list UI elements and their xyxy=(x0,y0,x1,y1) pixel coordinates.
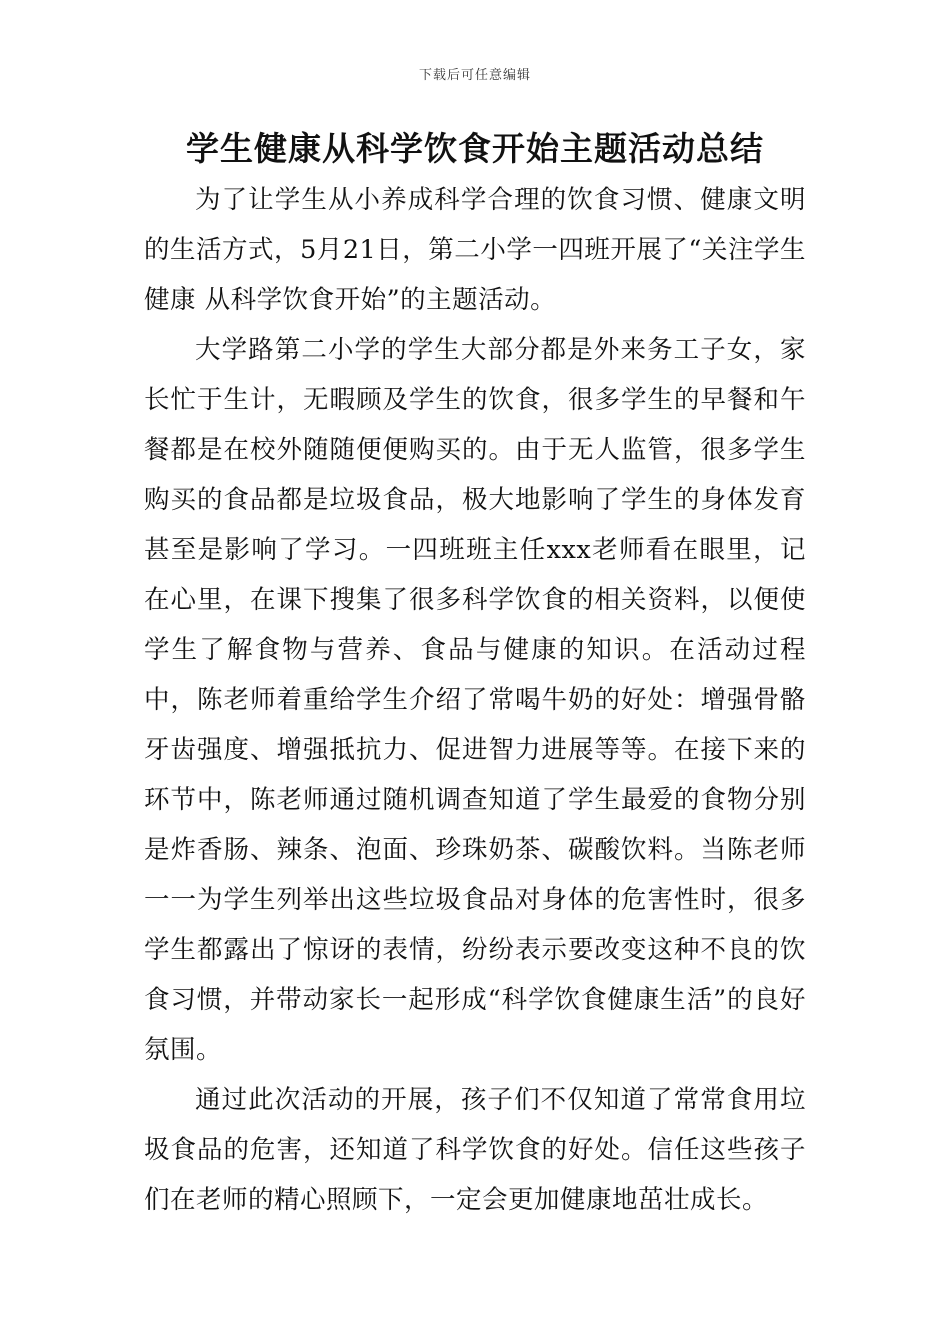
document-title: 学生健康从科学饮食开始主题活动总结 xyxy=(186,129,764,168)
paragraph-conclusion: 通过此次活动的开展，孩子们不仅知道了常常食用垃圾食品的危害，还知道了科学饮食的好处。信任这些孩子们在老师的精心照顾下，一定会更加健康地茁壮成长。 xyxy=(144,1085,806,1215)
paragraph-main: 大学路第二小学的学生大部分都是外来务工子女，家长忙于生计，无暇顾及学生的饮食，很多学生的早餐和午餐都是在校外随随便便购买的。由于无人监管，很多学生购买的食品都是垃圾食品，极大地影响了学生的身体发育甚至是影响了学习。一四班班主任xxx老师看在眼里，记在心里，在课下搜集了很多科学饮食的相关资料，以便使学生了解食物与营养、食品与健康的知识。在活动过程中，陈老师着重给学生介绍了常喝牛奶的好处：增强骨骼牙齿强度、增强抵抗力、促进智力进展等等。在接下来的环节中，陈老师通过随机调查知道了学生最爱的食物分别是炸香肠、辣条、泡面、珍珠奶茶、碳酸饮料。当陈老师一一为学生列举出这些垃圾食品对身体的危害性时，很多学生都露出了惊讶的表情，纷纷表示要改变这种不良的饮食习惯，并带动家长一起形成“科学饮食健康生活”的良好氛围。 xyxy=(144,335,806,1065)
header-note: 下载后可任意编辑 xyxy=(418,68,531,83)
paragraph-intro: 为了让学生从小养成科学合理的饮食习惯、健康文明的生活方式，5月21日，第二小学一四班开展了“关注学生健康 从科学饮食开始”的主题活动。 xyxy=(144,185,806,315)
document-body xyxy=(144,175,806,1225)
